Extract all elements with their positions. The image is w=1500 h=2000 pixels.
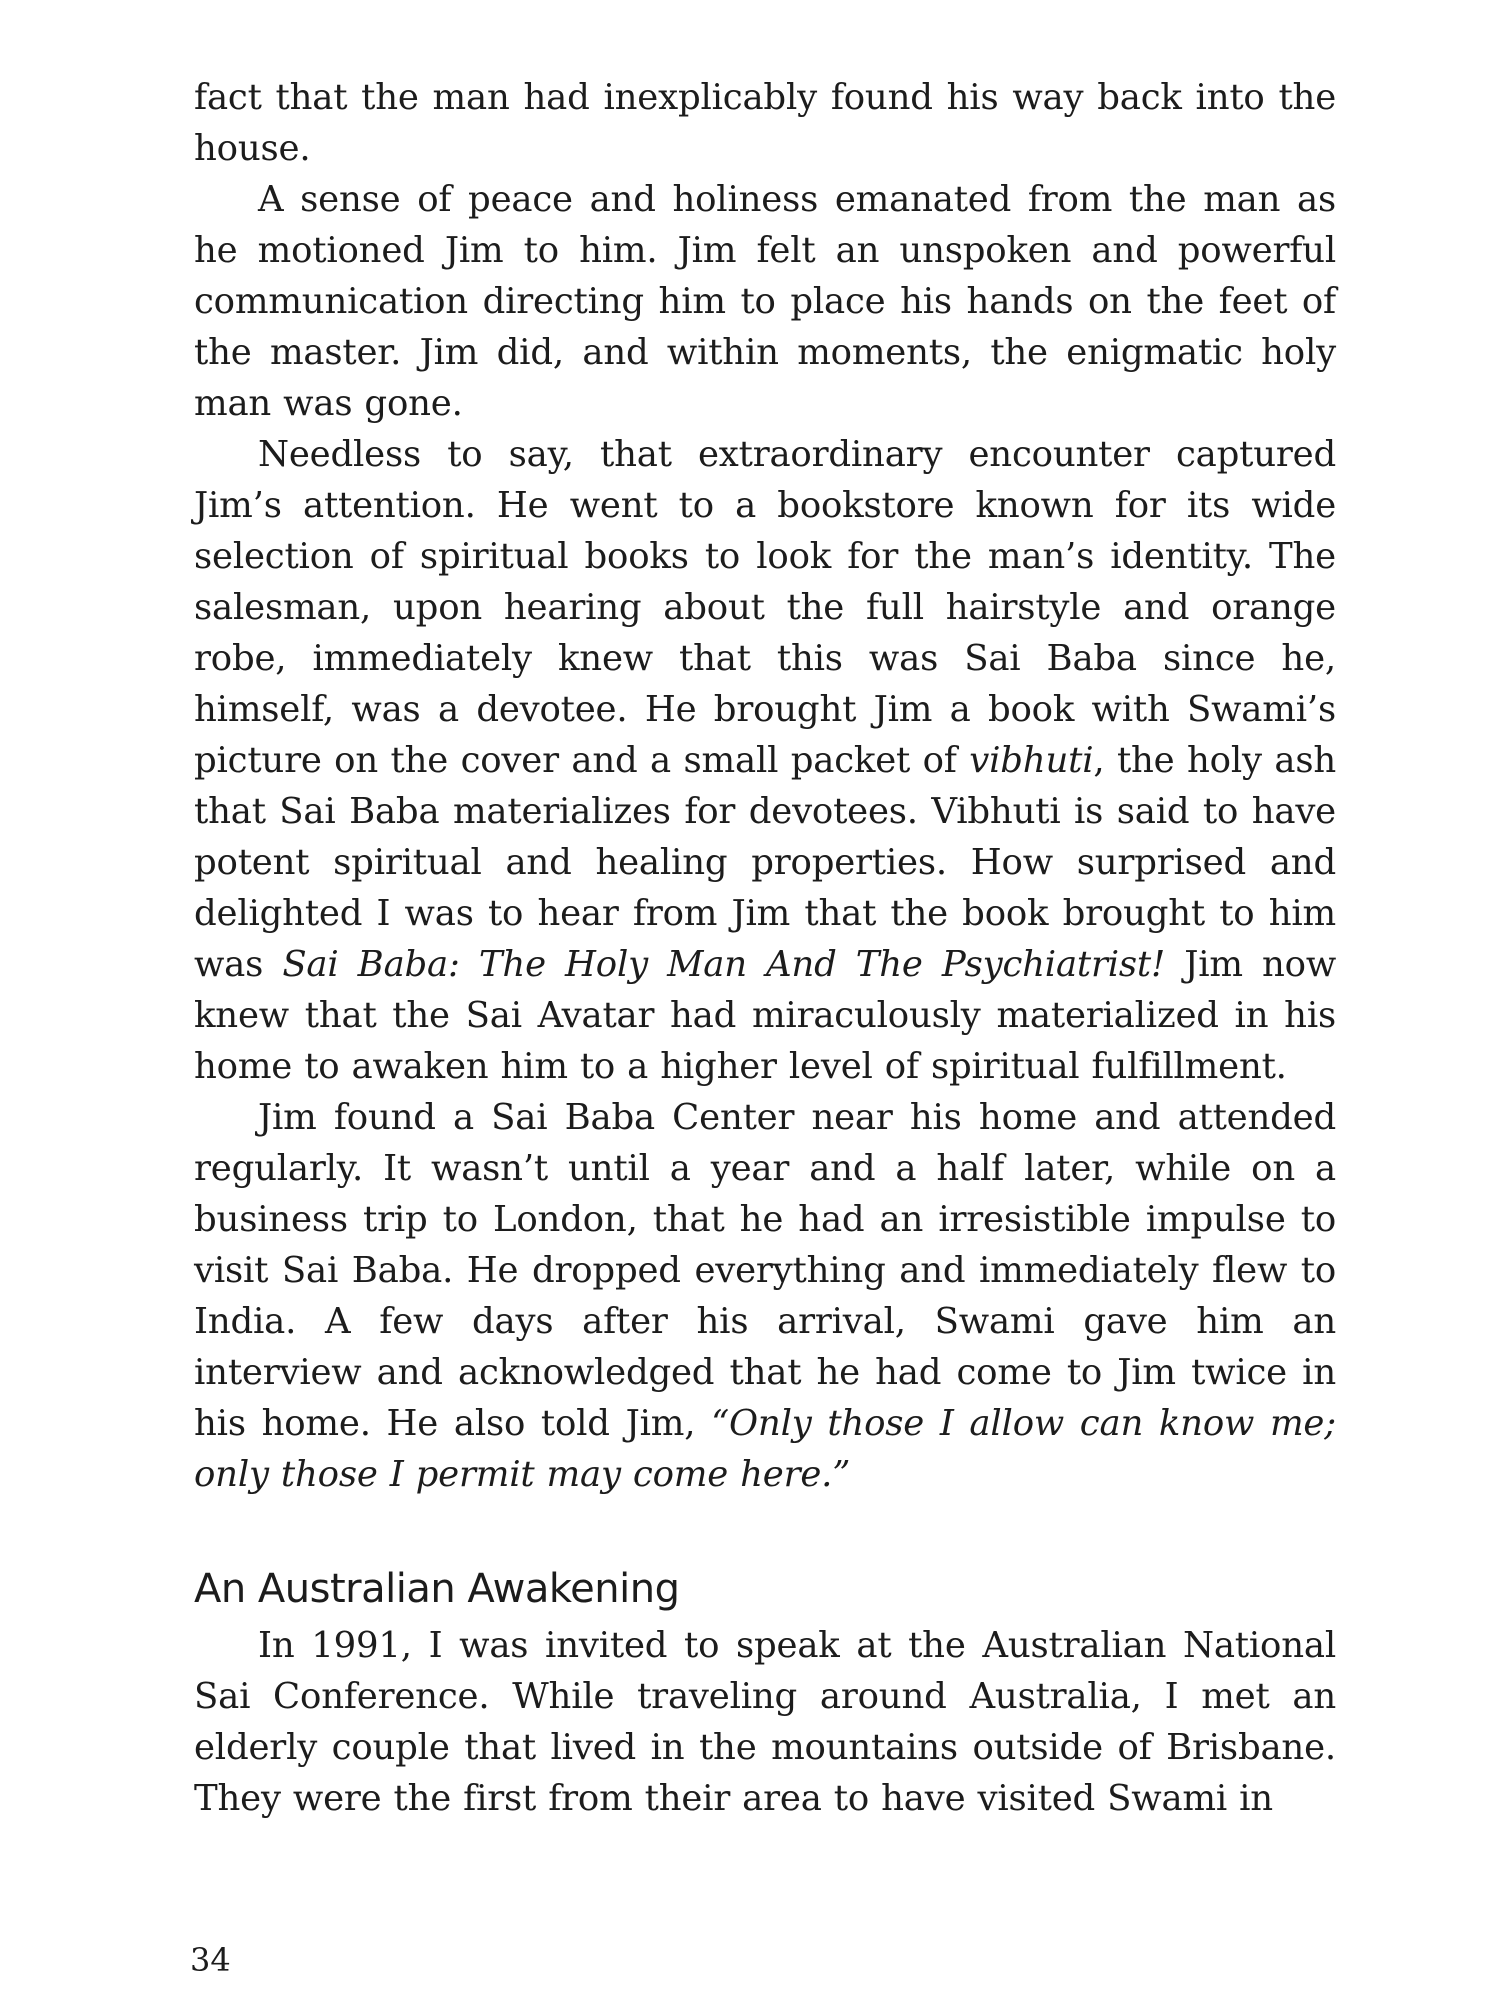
paragraph xyxy=(194,429,1336,1092)
paragraph xyxy=(194,174,1336,429)
italic-text: “Only those I allow can know me; only those I permit may come here.” xyxy=(194,1403,1336,1495)
text-run: Jim now knew that the Sai Avatar had miraculously materialized in his home to awaken him to a higher level of spiritual fulfillment. xyxy=(194,944,1337,1087)
paragraph xyxy=(194,1092,1336,1500)
body-text-bottom xyxy=(194,1620,1336,1824)
page-content xyxy=(194,72,1336,1824)
text-run: Needless to say, that extraordinary encounter captured Jim’s attention. He went to a bookstore known for its wide selection of spiritual books to look for the man’s identity. The salesman, upon hearing about the full hairstyle and orange robe, immediately knew that this was Sai Baba since he, himself, was a devotee. He brought Jim a book with Swami’s picture on the cover and a small packet of xyxy=(194,434,1336,781)
text-run: , the holy ash that Sai Baba materializes for devotees. Vibhuti is said to have potent spiritual and healing properties. How surprised and delighted I was to hear from Jim that the book brought to him was xyxy=(194,740,1337,985)
text-run: In 1991, I was invited to speak at the Australian National Sai Conference. While traveling around Australia, I met an elderly couple that lived in the mountains outside of Brisbane. They were the first from their area to have visited Swami in xyxy=(194,1625,1336,1819)
text-run: fact that the man had inexplicably found his way back into the house. xyxy=(194,77,1336,169)
paragraph xyxy=(194,1620,1336,1824)
italic-text: Sai Baba: The Holy Man And The Psychiatrist! xyxy=(282,944,1166,985)
italic-text: vibhuti xyxy=(969,740,1094,781)
text-run: Jim found a Sai Baba Center near his home and attended regularly. It wasn’t until a year and a half later, while on a business trip to London, that he had an irresistible impulse to visit Sai Baba. He dropped everything and immediately flew to India. A few days after his arrival, Swami gave him an interview and acknowledged that he had come to Jim twice in his home. He also told Jim, xyxy=(194,1097,1336,1444)
body-text-top xyxy=(194,72,1336,1500)
paragraph xyxy=(194,72,1336,174)
page-number: 34 xyxy=(190,1941,231,1979)
text-run: A sense of peace and holiness emanated from the man as he motioned Jim to him. Jim felt an unspoken and powerful communication directing him to place his hands on the feet of the master. Jim did, and within moments, the enigmatic holy man was gone. xyxy=(194,179,1336,424)
section-heading: An Australian Awakening xyxy=(194,1566,680,1612)
